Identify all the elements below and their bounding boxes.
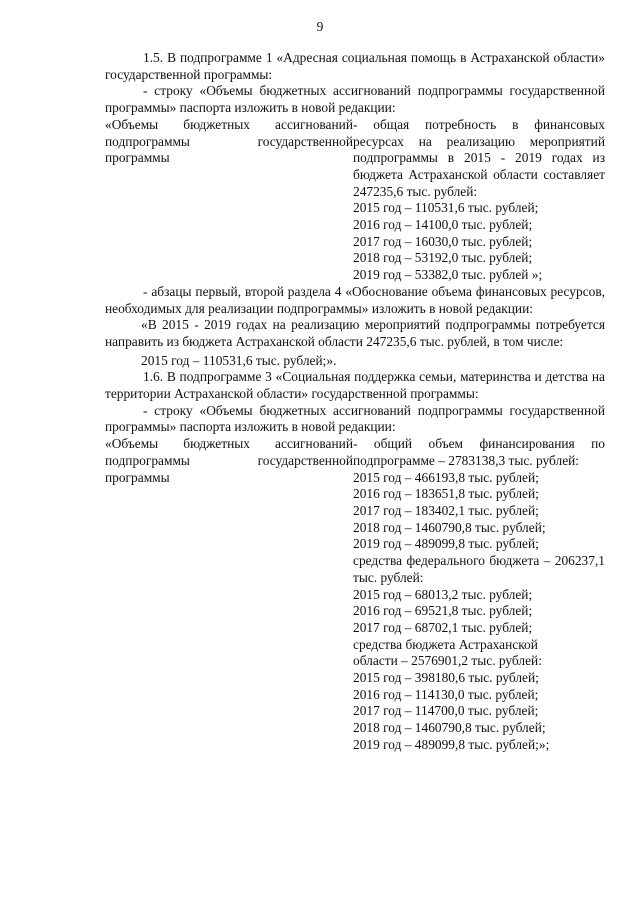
year-line: 2017 год – 16030,0 тыс. рублей; <box>353 233 533 249</box>
passport-table-1-5-intro: - общая потребность в финансовых ресурсах на реализацию мероприятий подпрограммы в 2015 - 2019 годах из бюджета Астраханской области составляет 247235,6 тыс. рублей: <box>353 116 605 199</box>
quote-paragraph: «В 2015 - 2019 годах на реализацию мероприятий подпрограммы потребуется направить из бюджета Астраханской области 247235,6 тыс. рублей, в том числе: <box>105 317 605 349</box>
year-line: 2015 год – 110531,6 тыс. рублей; <box>353 200 539 216</box>
passport-table-1-6-label: «Объемы бюджетных ассигнований подпрограммы государственной программы <box>105 436 353 485</box>
year-line: 2016 год – 69521,8 тыс. рублей; <box>353 603 533 619</box>
year-line: 2016 год – 14100,0 тыс. рублей; <box>353 217 533 233</box>
year-line: 2017 год – 114700,0 тыс. рублей; <box>353 703 539 719</box>
year-line: 2015 год – 68013,2 тыс. рублей; <box>353 586 533 602</box>
year-line: 2018 год – 1460790,8 тыс. рублей; <box>353 720 546 736</box>
section-4-instruction: - абзацы первый, второй раздела 4 «Обоснование объема финансовых ресурсов, необходимых для реализации подпрограммы» изложить в новой редакции: <box>105 283 605 316</box>
page-number: 9 <box>316 19 324 34</box>
federal-funding: средства федерального бюджета – 206237,1 тыс. рублей: <box>353 553 605 585</box>
year-line: 2018 год – 53192,0 тыс. рублей; <box>353 250 533 266</box>
total-funding: - общий объем финансирования по подпрограмме – 2783138,3 тыс. рублей: <box>353 436 605 468</box>
passport-table-1-5-label: «Объемы бюджетных ассигнований подпрограммы государственной программы <box>105 116 353 166</box>
section-1-6-intro: 1.6. В подпрограмме 3 «Социальная поддержка семьи, материнства и детства на территории Астраханской области» государственной программы: <box>105 369 605 402</box>
year-line: 2017 год – 183402,1 тыс. рублей; <box>353 502 539 518</box>
year-line: 2019 год – 489099,8 тыс. рублей; <box>353 536 539 552</box>
year-line: 2017 год – 68702,1 тыс. рублей; <box>353 619 533 635</box>
section-1-5-passport-instruction: - строку «Объемы бюджетных ассигнований подпрограммы государственной программы» паспорта изложить в новой редакции: <box>105 83 605 116</box>
year-line: 2015 год – 398180,6 тыс. рублей; <box>353 670 539 686</box>
year-line: 2019 год – 489099,8 тыс. рублей;»; <box>353 736 550 752</box>
year-line: 2015 год – 466193,8 тыс. рублей; <box>353 469 539 485</box>
year-line: 2018 год – 1460790,8 тыс. рублей; <box>353 519 546 535</box>
passport-table-1-5-label-cell <box>105 117 353 284</box>
year-line: 2016 год – 183651,8 тыс. рублей; <box>353 486 539 502</box>
section-1-6-passport-instruction: - строку «Объемы бюджетных ассигнований подпрограммы государственной программы» паспорта изложить в новой редакции: <box>105 402 605 435</box>
passport-table-1-6-value-cell <box>353 436 605 753</box>
year-line: 2016 год – 114130,0 тыс. рублей; <box>353 686 539 702</box>
passport-table-1-6 <box>105 436 605 753</box>
passport-table-1-6-label-cell <box>105 436 353 753</box>
regional-funding-line-1: средства бюджета Астраханской <box>353 636 538 652</box>
regional-funding-line-2: области – 2576901,2 тыс. рублей: <box>353 653 542 669</box>
section-1-5-intro: 1.5. В подпрограмме 1 «Адресная социальная помощь в Астраханской области» государственной программы: <box>105 50 605 82</box>
quote-year-line: 2015 год – 110531,6 тыс. рублей;». <box>141 352 337 368</box>
passport-table-1-5-value-cell <box>353 117 605 284</box>
passport-table-1-5 <box>105 117 605 284</box>
year-line: 2019 год – 53382,0 тыс. рублей »; <box>353 267 543 283</box>
